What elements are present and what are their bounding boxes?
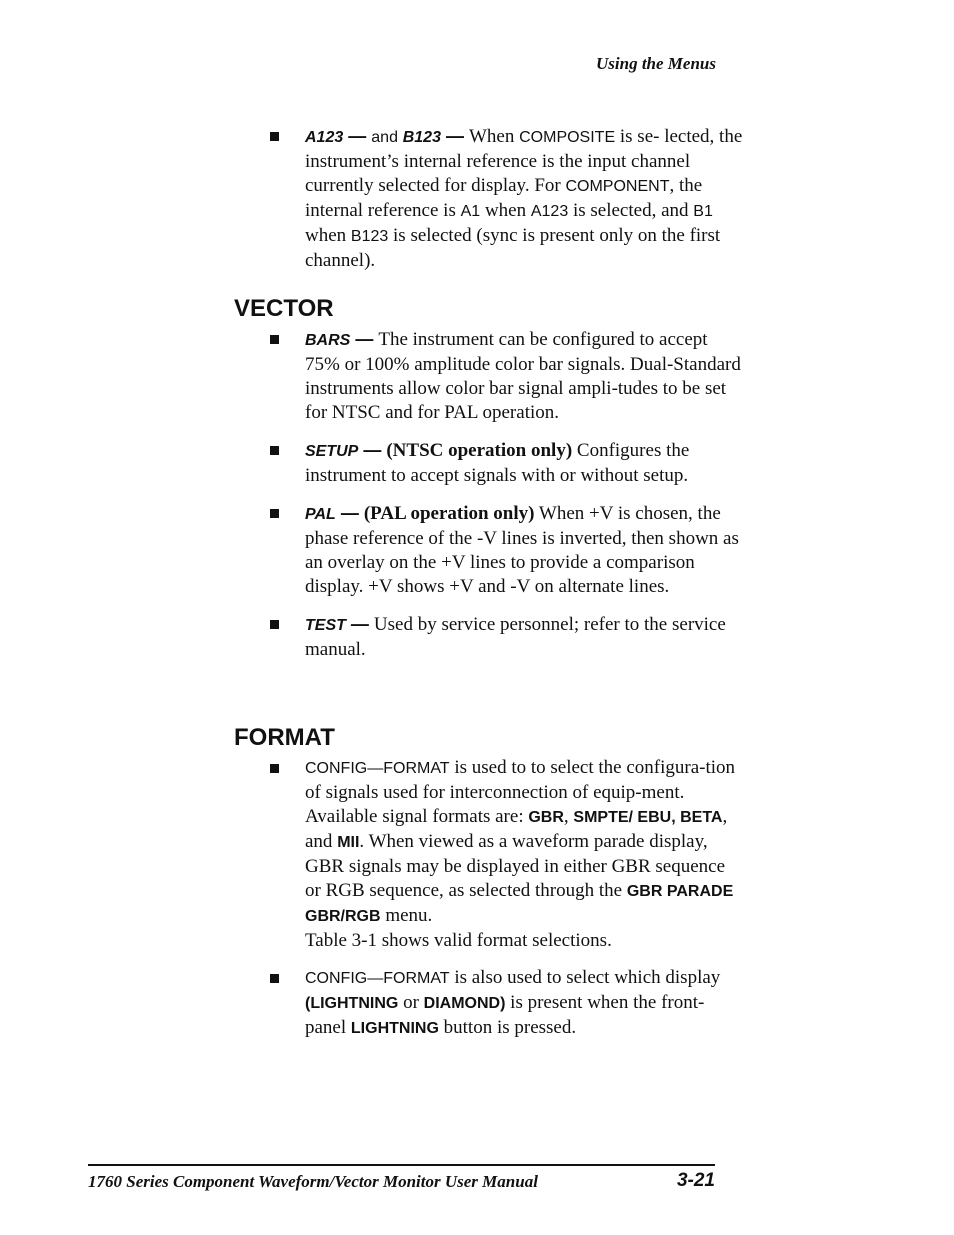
- bullet-icon: [270, 132, 279, 141]
- bullet-icon: [270, 974, 279, 983]
- vector-section: [234, 327, 744, 662]
- format-mii: MII: [337, 834, 360, 851]
- option-diamond: DIAMOND): [423, 995, 506, 1012]
- body-text: button is pressed.: [438, 1017, 577, 1038]
- footer-manual-title: 1760 Series Component Waveform/Vector Monitor User Manual: [88, 1172, 538, 1191]
- format-smpte-ebu: SMPTE/ EBU: [573, 809, 672, 826]
- format-section: [234, 756, 744, 1041]
- body-text: The instrument can be configured to accept 75% or 100% amplitude color bar signals. Dual-Standard instruments allow color bar signal ampli-tudes to be set for NTSC and for PAL operation.: [305, 329, 741, 423]
- body-text: when: [480, 200, 531, 221]
- body-text: . When viewed as a waveform parade display, GBR signals may be displayed in either GBR sequence or RGB sequence, as selected through the: [305, 831, 726, 901]
- comma: ,: [671, 809, 681, 826]
- intro-section: [234, 124, 744, 273]
- term-test: TEST: [305, 617, 346, 634]
- list-item-pal: [234, 501, 744, 599]
- em-dash: —: [335, 503, 364, 523]
- term-a123: A123: [305, 129, 344, 146]
- body-text: When: [468, 126, 520, 147]
- bullet-icon: [270, 335, 279, 344]
- qualifier-pal: (PAL operation only): [363, 503, 535, 524]
- bullet-icon: [270, 620, 279, 629]
- format-gbr: GBR: [528, 809, 564, 826]
- and-word: and: [371, 129, 398, 146]
- term-b1: B1: [693, 203, 713, 220]
- footer-rule: [88, 1164, 715, 1166]
- section-heading-vector: VECTOR: [234, 295, 334, 322]
- bullet-icon: [270, 509, 279, 518]
- comma: ,: [563, 806, 574, 827]
- list-item-a123-b123: [234, 124, 744, 273]
- format-beta: BETA: [680, 809, 723, 826]
- menu-path-gbr-parade: GBR PARADE GBR/RGB: [305, 883, 734, 925]
- page-number: 3-21: [676, 1170, 715, 1191]
- term-a1: A1: [460, 203, 481, 220]
- or-word: or: [398, 992, 424, 1013]
- body-text: When +V is chosen, the phase reference of the -V lines is inverted, then shown as an overlay on the +V lines to provide a comparison display. +V shows +V and -V on alternate lines.: [305, 503, 739, 597]
- em-dash: —: [440, 126, 469, 146]
- body-text: Configures the instrument to accept signals with or without setup.: [305, 440, 690, 486]
- body-text: is also used to select which display: [449, 967, 721, 988]
- body-text: menu.: [380, 905, 433, 926]
- running-header: Using the Menus: [596, 54, 716, 73]
- menu-config-format: CONFIG—FORMAT: [305, 760, 450, 777]
- term-bars: BARS: [305, 332, 351, 349]
- option-lightning: (LIGHTNING: [305, 995, 399, 1012]
- list-item-test: [234, 612, 744, 662]
- list-item-config-format-1: [234, 756, 744, 953]
- em-dash: —: [350, 329, 379, 349]
- body-text: is se- lected, the instrument’s internal reference is the input channel currently selected for display. For: [305, 126, 743, 196]
- body-text: Used by service personnel; refer to the service manual.: [305, 614, 726, 660]
- term-composite: COMPOSITE: [519, 129, 616, 146]
- table-reference: Table 3-1 shows valid format selections.: [305, 930, 612, 951]
- list-item-bars: [234, 327, 744, 425]
- term-pal: PAL: [305, 506, 336, 523]
- term-component: COMPONENT: [565, 178, 670, 195]
- body-text: is used to to select the configura-tion of signals used for interconnection of equip-ment. Available signal formats are:: [305, 757, 736, 827]
- em-dash: —: [343, 126, 372, 146]
- body-text: is selected (sync is present only on the first channel).: [305, 225, 721, 271]
- button-name-lightning: LIGHTNING: [350, 1020, 439, 1037]
- term-a123-small: A123: [530, 203, 569, 220]
- bullet-icon: [270, 764, 279, 773]
- body-text: is selected, and: [568, 200, 694, 221]
- body-text: when: [305, 225, 351, 246]
- em-dash: —: [345, 614, 374, 634]
- list-item-config-format-2: [234, 966, 744, 1041]
- term-setup: SETUP: [305, 443, 359, 460]
- term-b123: B123: [402, 129, 441, 146]
- qualifier-ntsc: (NTSC operation only): [386, 440, 573, 461]
- list-item-setup: [234, 438, 744, 488]
- body-text: , and: [305, 806, 728, 852]
- term-b123-small: B123: [350, 228, 389, 245]
- section-heading-format: FORMAT: [234, 724, 335, 751]
- bullet-icon: [270, 446, 279, 455]
- body-text: , the internal reference is: [305, 175, 703, 221]
- em-dash: —: [358, 440, 387, 460]
- menu-config-format: CONFIG—FORMAT: [305, 970, 450, 987]
- body-text: is present when the front-panel: [305, 992, 705, 1038]
